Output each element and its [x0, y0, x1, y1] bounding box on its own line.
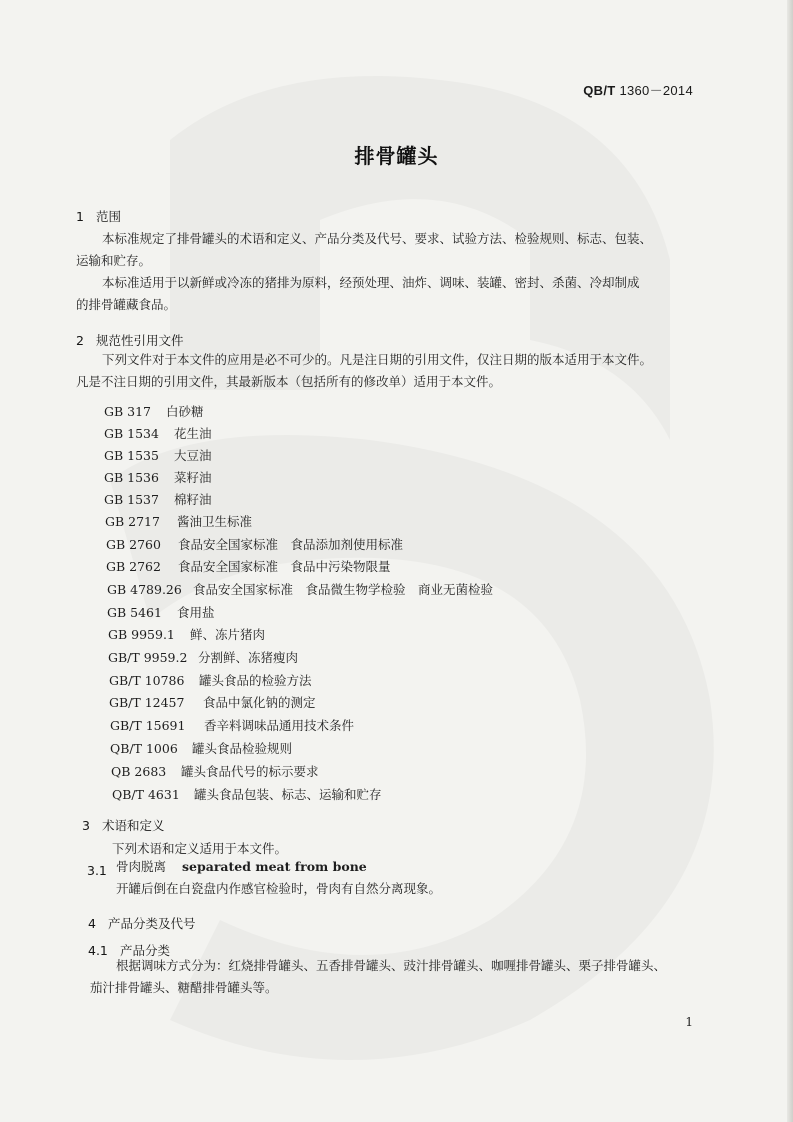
reference-code: GB/T 15691: [110, 718, 186, 733]
text-line: 本标准适用于以新鲜或冷冻的猪排为原料，经预处理、油炸、调味、装罐、密封、杀菌、冷却制成: [102, 275, 640, 290]
section-3-paragraph: [112, 814, 752, 860]
reference-title: 鲜、冻片猪肉: [190, 627, 266, 642]
reference-title: 花生油: [174, 426, 212, 441]
document-title: 排骨罐头: [354, 144, 439, 168]
reference-item: [106, 557, 391, 575]
reference-code: QB/T 1006: [110, 741, 178, 756]
text-line: 下列文件对于本文件的应用是必不可少的。凡是注日期的引用文件，仅注日期的版本适用于本文件。: [102, 352, 653, 367]
section-title: 术语和定义: [102, 818, 165, 833]
section-4-heading: [88, 914, 196, 932]
term-definition: [116, 879, 441, 897]
reference-code: GB 317: [104, 404, 152, 419]
reference-title: 罐头食品包装、标志、运输和贮存: [194, 787, 382, 802]
page-number: 1: [685, 1015, 693, 1029]
text-line: 下列术语和定义适用于本文件。: [112, 841, 288, 856]
reference-title: 罐头食品检验规则: [192, 741, 293, 756]
reference-code: GB 2760: [106, 537, 161, 552]
section-number: 3: [82, 818, 90, 833]
reference-title: 大豆油: [174, 448, 212, 463]
reference-item: [107, 603, 215, 621]
standard-code-prefix: QB/T: [583, 83, 616, 98]
definition-text: 开罐后倒在白瓷盘内作感官检验时，骨肉有自然分离现象。: [116, 881, 442, 896]
reference-code: GB 4789.26: [107, 582, 182, 597]
reference-title: 食品安全国家标准 食品中污染物限量: [178, 559, 391, 574]
section-number: 4: [88, 916, 96, 931]
reference-item: [108, 648, 298, 666]
text-line: 茄汁排骨罐头、糖醋排骨罐头等。: [90, 980, 278, 995]
reference-title: 分割鲜、冻猪瘦肉: [198, 650, 299, 665]
text-line: 运输和贮存。: [76, 253, 152, 268]
section-4-paragraph: [90, 955, 730, 999]
section-number: 2: [76, 333, 84, 348]
reference-item: [110, 739, 292, 757]
reference-item: [108, 625, 265, 643]
reference-title: 香辛料调味品通用技术条件: [204, 718, 355, 733]
reference-title: 白砂糖: [166, 404, 204, 419]
reference-item: [109, 693, 316, 711]
reference-item: [104, 490, 212, 508]
subsection-number: 4.1: [88, 943, 108, 958]
reference-item: [109, 671, 312, 689]
standard-code-number: 1360－2014: [619, 83, 693, 98]
section-1-paragraph-1: [76, 228, 716, 272]
reference-code: GB 1535: [104, 448, 159, 463]
reference-code: GB 9959.1: [108, 627, 175, 642]
section-number: 1: [76, 209, 84, 224]
reference-title: 棉籽油: [174, 492, 212, 507]
reference-code: GB 1536: [104, 470, 159, 485]
reference-code: GB 5461: [107, 605, 162, 620]
text-line: 的排骨罐藏食品。: [76, 297, 177, 312]
section-2-heading: [76, 331, 184, 349]
reference-code: GB/T 12457: [109, 695, 185, 710]
reference-item: [104, 402, 204, 420]
term-chinese: 骨肉脱离: [116, 859, 167, 874]
reference-title: 罐头食品代号的标示要求: [181, 764, 319, 779]
reference-item: [110, 716, 354, 734]
reference-item: [111, 762, 319, 780]
reference-code: GB 1534: [104, 426, 159, 441]
reference-item: [105, 512, 252, 530]
reference-title: 食品安全国家标准 食品微生物学检验 商业无菌检验: [193, 582, 494, 597]
reference-code: GB 2717: [105, 514, 160, 529]
subsection-3-1-number: [87, 863, 107, 878]
section-1-heading: [76, 207, 121, 225]
reference-item: [104, 424, 212, 442]
reference-item: [106, 535, 403, 553]
reference-item: [104, 468, 212, 486]
reference-code: GB 1537: [104, 492, 159, 507]
reference-title: 酱油卫生标准: [177, 514, 253, 529]
standard-code: [583, 80, 693, 99]
reference-item: [107, 580, 493, 598]
reference-item: [104, 446, 212, 464]
reference-title: 食品安全国家标准 食品添加剂使用标准: [178, 537, 404, 552]
reference-title: 菜籽油: [174, 470, 212, 485]
reference-code: QB/T 4631: [112, 787, 180, 802]
section-1-paragraph-2: [76, 272, 716, 316]
section-title: 范围: [96, 209, 122, 224]
reference-code: QB 2683: [111, 764, 167, 779]
section-title: 规范性引用文件: [96, 333, 184, 348]
subsection-number: 3.1: [87, 863, 107, 878]
section-title: 产品分类及代号: [108, 916, 196, 931]
reference-code: GB 2762: [106, 559, 161, 574]
text-line: 凡是不注日期的引用文件，其最新版本（包括所有的修改单）适用于本文件。: [76, 374, 502, 389]
section-2-paragraph: [76, 349, 716, 393]
reference-item: [112, 785, 382, 803]
text-line: 本标准规定了排骨罐头的术语和定义、产品分类及代号、要求、试验方法、检验规则、标志、包装、: [102, 231, 653, 246]
subsection-title: 产品分类: [120, 943, 171, 958]
term-english: separated meat from bone: [182, 859, 367, 874]
reference-title: 食品中氯化钠的测定: [203, 695, 316, 710]
reference-code: GB/T 9959.2: [108, 650, 188, 665]
text-line: 根据调味方式分为：红烧排骨罐头、五香排骨罐头、豉汁排骨罐头、咖喱排骨罐头、栗子排骨罐头、: [116, 958, 667, 973]
reference-code: GB/T 10786: [109, 673, 185, 688]
reference-title: 食用盐: [177, 605, 215, 620]
term-entry: [116, 857, 367, 875]
reference-title: 罐头食品的检验方法: [199, 673, 312, 688]
